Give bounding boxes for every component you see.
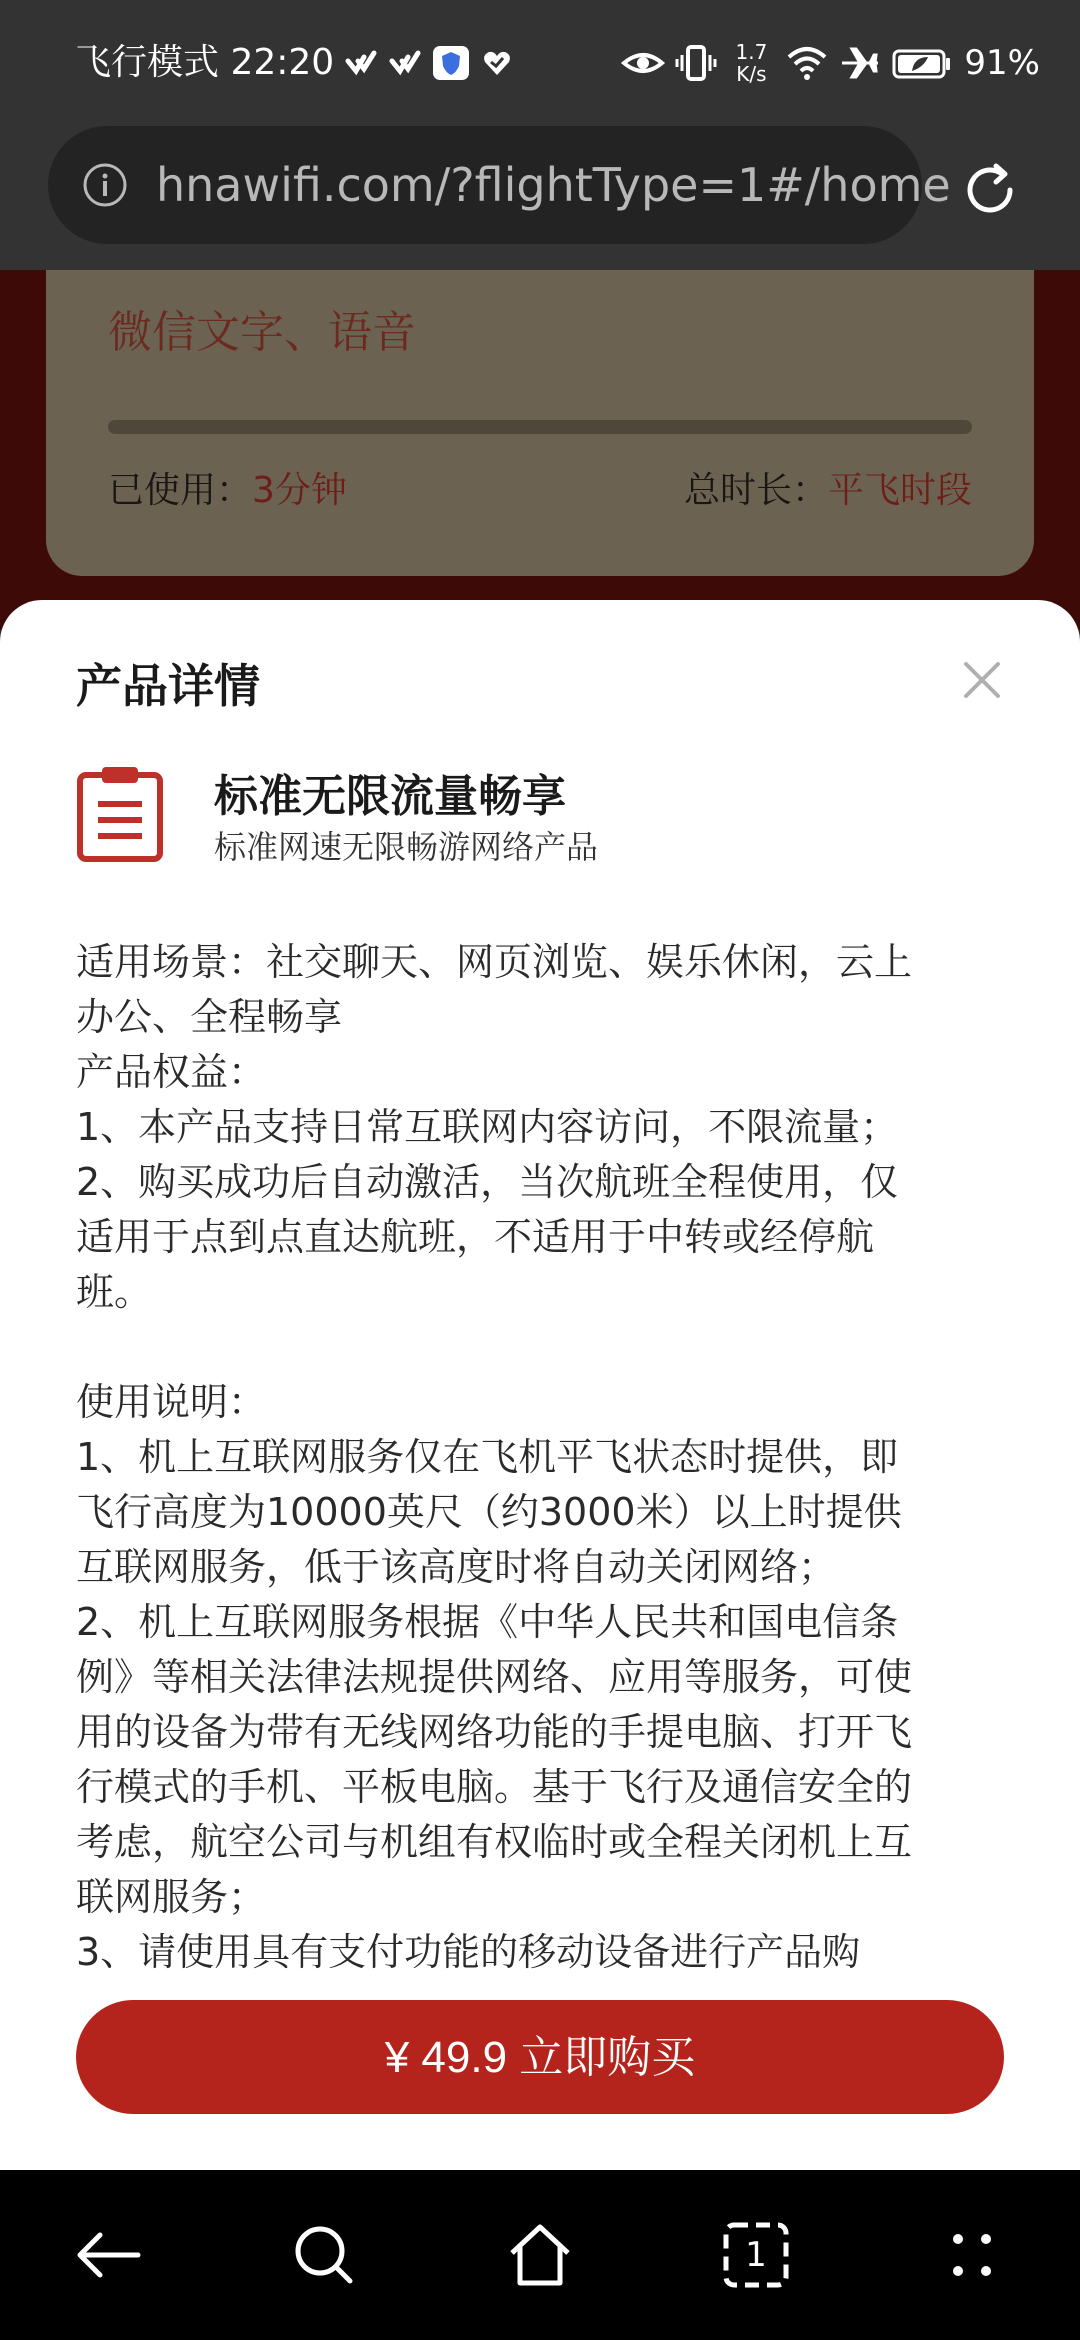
total-label: 总时长： bbox=[683, 470, 828, 511]
tab-count: 1 bbox=[745, 2235, 767, 2275]
address-bar[interactable] bbox=[48, 126, 951, 244]
product-name: 标准无限流量畅享 bbox=[214, 771, 566, 822]
description-line: 1、机上互联网服务仅在飞机平飞状态时提供，即 bbox=[76, 1435, 899, 1479]
description-line: 联网服务； bbox=[76, 1875, 267, 1919]
description-line: 2、机上互联网服务根据《中华人民共和国电信条 bbox=[76, 1600, 899, 1644]
description-line: 班。 bbox=[76, 1270, 153, 1314]
shield-app-icon bbox=[432, 43, 470, 83]
description-line: 例》等相关法律法规提供网络、应用等服务，可使 bbox=[76, 1655, 913, 1699]
description-line: 考虑，航空公司与机组有权临时或全程关闭机上互 bbox=[76, 1820, 913, 1864]
status-left bbox=[75, 38, 514, 88]
network-speed-value: 1.7 bbox=[735, 40, 768, 64]
battery-percentage: 91% bbox=[964, 43, 1040, 83]
heart-icon bbox=[480, 43, 514, 83]
page-background bbox=[0, 270, 1080, 630]
total-duration bbox=[684, 462, 972, 513]
network-speed-unit: K/s bbox=[736, 62, 767, 86]
wifi-icon bbox=[786, 43, 828, 83]
home-icon[interactable] bbox=[500, 2215, 580, 2295]
search-icon[interactable] bbox=[284, 2215, 364, 2295]
browser-toolbar bbox=[0, 120, 1080, 270]
description-line: 1、本产品支持日常互联网内容访问，不限流量； bbox=[76, 1105, 899, 1149]
product-subtitle: 标准网速无限畅游网络产品 bbox=[214, 828, 599, 866]
description-line: 互联网服务，低于该高度时将自动关闭网络； bbox=[76, 1545, 837, 1589]
used-time bbox=[108, 462, 347, 513]
used-label: 已使用： bbox=[108, 470, 253, 511]
airplane-icon bbox=[840, 43, 880, 83]
url-text[interactable]: hnawifi.com/?flightType=1#/home bbox=[156, 158, 951, 212]
network-speed bbox=[728, 41, 774, 85]
refresh-icon[interactable] bbox=[958, 158, 1022, 222]
menu-icon[interactable] bbox=[932, 2215, 1012, 2295]
package-description: 微信文字、语音 bbox=[108, 307, 416, 358]
description-line: 3、请使用具有支付功能的移动设备进行产品购 bbox=[76, 1930, 861, 1974]
close-icon[interactable] bbox=[960, 658, 1004, 702]
buy-now-button[interactable]: ¥ 49.9 立即购买 bbox=[76, 2000, 1004, 2114]
product-description[interactable] bbox=[76, 935, 1016, 1974]
description-line: 2、购买成功后自动激活，当次航班全程使用，仅 bbox=[76, 1160, 899, 1204]
description-line: 使用说明： bbox=[76, 1380, 267, 1424]
back-icon[interactable] bbox=[68, 2215, 148, 2295]
status-bar bbox=[0, 0, 1080, 120]
vibrate-icon bbox=[676, 43, 716, 83]
info-icon[interactable] bbox=[82, 162, 128, 208]
usage-progress-bar bbox=[108, 420, 972, 434]
status-right bbox=[622, 38, 1040, 88]
description-line: 飞行高度为10000英尺（约3000米）以上时提供 bbox=[76, 1490, 902, 1534]
used-value: 3分钟 bbox=[252, 470, 347, 511]
navigation-bar bbox=[0, 2170, 1080, 2340]
description-line bbox=[76, 1320, 1016, 1375]
tabs-button[interactable] bbox=[716, 2215, 796, 2295]
description-line: 办公、全程畅享 bbox=[76, 995, 343, 1039]
notification-icon bbox=[344, 43, 378, 83]
total-value: 平飞时段 bbox=[827, 470, 972, 511]
package-card bbox=[46, 270, 1034, 576]
description-line: 用的设备为带有无线网络功能的手提电脑、打开飞 bbox=[76, 1710, 913, 1754]
product-detail-sheet bbox=[0, 600, 1080, 2170]
description-line: 产品权益： bbox=[76, 1050, 267, 1094]
document-icon bbox=[76, 765, 164, 863]
status-time: 飞行模式 22:20 bbox=[75, 42, 335, 83]
description-line: 适用场景：社交聊天、网页浏览、娱乐休闲，云上 bbox=[76, 940, 913, 984]
battery-icon bbox=[892, 43, 952, 83]
description-line: 行模式的手机、平板电脑。基于飞行及通信安全的 bbox=[76, 1765, 913, 1809]
description-line: 适用于点到点直达航班，不适用于中转或经停航 bbox=[76, 1215, 875, 1259]
eye-icon bbox=[622, 43, 664, 83]
sheet-title: 产品详情 bbox=[76, 659, 260, 713]
notification-icon bbox=[388, 43, 422, 83]
